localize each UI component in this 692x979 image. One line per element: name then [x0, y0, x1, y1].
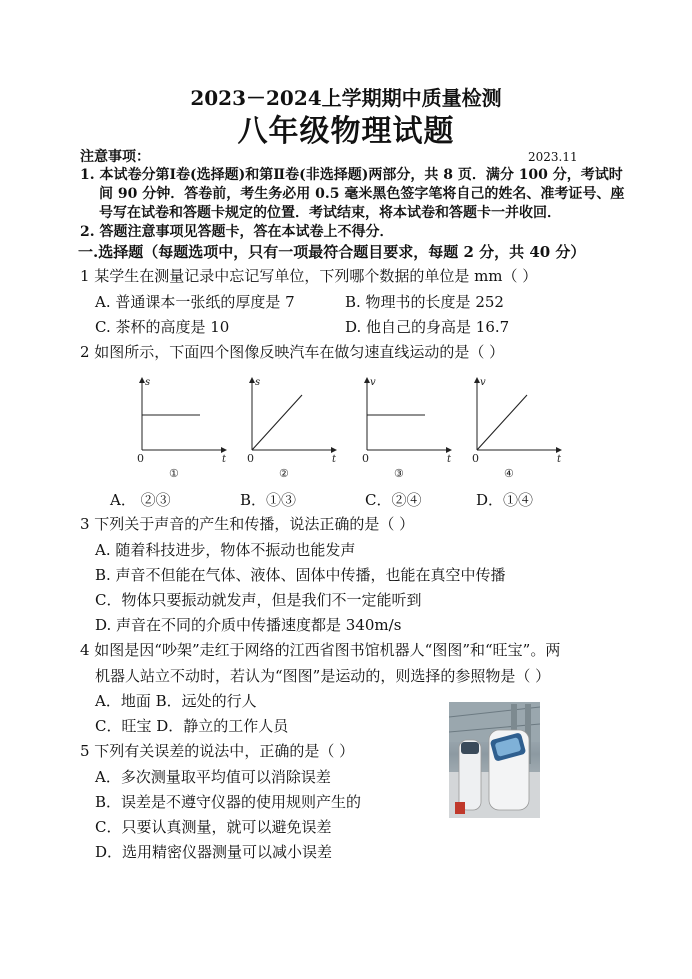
graph-4 [472, 377, 562, 480]
q3-option-b: B. 声音不但能在气体、液体、固体中传播，也能在真空中传播 [95, 566, 506, 584]
q1-option-c: C. 茶杯的高度是 10 [95, 318, 230, 336]
graph-x-label: t [557, 454, 562, 465]
q1-option-d: D. 他自己的身高是 16.7 [345, 318, 510, 336]
note-1-line2: 间 90 分钟．答卷前，考生务必用 0.5 毫米黑色签字笔将自己的姓名、准考证号、座 [99, 186, 625, 202]
graph-y-label: v [480, 377, 486, 388]
graph-x-label: t [447, 454, 452, 465]
q4-options-ab: A．地面 B．远处的行人 [95, 692, 257, 710]
q2-graphs [130, 375, 590, 480]
notes-label: 注意事项： [80, 149, 150, 165]
exam-date: 2023.11 [528, 150, 578, 164]
q2-option-c: C．②④ [365, 491, 422, 509]
q3-option-d: D. 声音在不同的介质中传播速度都是 340m/s [95, 616, 402, 634]
graph-1 [137, 377, 227, 480]
graph-number: ④ [504, 467, 514, 480]
note-1-line3: 号写在试卷和答题卡规定的位置．考试结束，将本试卷和答题卡一并收回． [99, 205, 561, 221]
graph-y-label: s [255, 377, 261, 388]
q5-option-b: B．误差是不遵守仪器的使用规则产生的 [95, 793, 362, 811]
graph-origin: 0 [472, 452, 479, 465]
graph-3 [362, 377, 452, 480]
q4-stem-line2: 机器人站立不动时，若认为“图图”是运动的，则选择的参照物是（ ） [95, 667, 551, 685]
q2-option-d: D．①④ [476, 491, 534, 509]
graph-number: ③ [394, 467, 404, 480]
graph-origin: 0 [247, 452, 254, 465]
q2-option-a: A． ②③ [110, 491, 171, 509]
q2-option-b: B．①③ [240, 491, 297, 509]
q3-option-a: A. 随着科技进步，物体不振动也能发声 [95, 541, 356, 559]
q4-stem-line1: 4 如图是因“吵架”走红于网络的江西省图书馆机器人“图图”和“旺宝”。两 [80, 641, 561, 659]
graph-origin: 0 [137, 452, 144, 465]
graph-2 [247, 377, 337, 480]
note-2: 2. 答题注意事项见答题卡，答在本试卷上不得分． [80, 224, 394, 240]
graph-x-label: t [222, 454, 227, 465]
note-1-line1: 1. 本试卷分第Ⅰ卷(选择题)和第Ⅱ卷(非选择题)两部分，共 8 页．满分 100 分，考试时 [80, 167, 623, 183]
graph-line [252, 395, 302, 450]
q2-stem: 2 如图所示，下面四个图像反映汽车在做匀速直线运动的是（ ） [80, 343, 505, 361]
q5-option-c: C．只要认真测量，就可以避免误差 [95, 818, 332, 836]
robot-photo [449, 702, 540, 818]
graph-y-label: s [145, 377, 151, 388]
graph-origin: 0 [362, 452, 369, 465]
q1-option-a: A. 普通课本一张纸的厚度是 7 [95, 293, 295, 311]
q5-option-d: D．选用精密仪器测量可以减小误差 [95, 843, 333, 861]
exam-title-main: 八年级物理试题 [237, 114, 455, 149]
q5-stem: 5 下列有关误差的说法中，正确的是（ ） [80, 742, 355, 760]
section1-heading: 一.选择题（每题选项中，只有一项最符合题目要求，每题 2 分，共 40 分） [78, 243, 586, 261]
exam-title-line1: 2023－2024上学期期中质量检测 [190, 86, 502, 110]
graph-y-label: v [370, 377, 376, 388]
graph-number: ② [279, 467, 289, 480]
graph-x-label: t [332, 454, 337, 465]
q5-option-a: A．多次测量取平均值可以消除误差 [95, 768, 331, 786]
q3-option-c: C．物体只要振动就发声，但是我们不一定能听到 [95, 591, 422, 609]
graph-line [477, 395, 527, 450]
q1-option-b: B. 物理书的长度是 252 [345, 293, 504, 311]
q1-stem: 1 某学生在测量记录中忘记写单位，下列哪个数据的单位是 mm（ ） [80, 267, 538, 285]
q3-stem: 3 下列关于声音的产生和传播，说法正确的是（ ） [80, 515, 415, 533]
graph-number: ① [169, 467, 179, 480]
q4-options-cd: C．旺宝 D．静立的工作人员 [95, 717, 289, 735]
